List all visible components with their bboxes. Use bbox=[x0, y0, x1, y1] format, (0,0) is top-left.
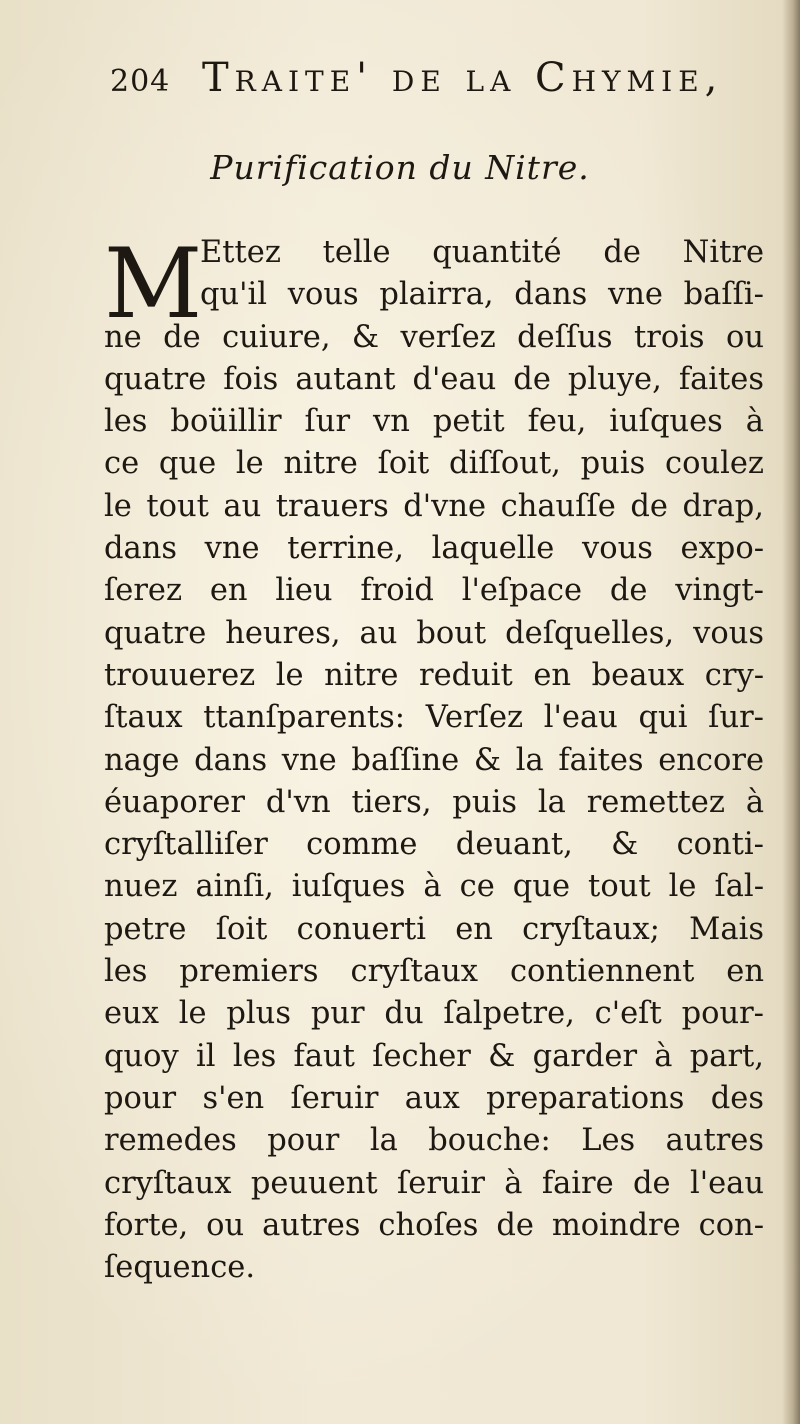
text-line: quoy il les faut ſecher & garder à part, bbox=[104, 1038, 764, 1074]
running-title: Traite' de la Chymie, bbox=[202, 55, 724, 101]
page-gutter-shadow bbox=[782, 0, 800, 1424]
section-title: Purification du Nitre. bbox=[210, 148, 590, 187]
text-line: les premiers cryſtaux contiennent en bbox=[104, 954, 764, 990]
text-line: qu'il vous plairra, dans vne baſſi- bbox=[200, 277, 764, 313]
text-line: petre ſoit conuerti en cryſtaux; Mais bbox=[104, 911, 764, 947]
text-line: dans vne terrine, laquelle vous expo- bbox=[104, 531, 764, 567]
text-line: les boüillir ſur vn petit feu, iuſques à bbox=[104, 404, 764, 440]
text-line: remedes pour la bouche: Les autres bbox=[104, 1123, 764, 1159]
text-line: ne de cuiure, & verſez deſſus trois ou bbox=[104, 319, 764, 355]
page-number: 204 bbox=[110, 64, 171, 99]
text-line: quatre fois autant d'eau de pluye, faites bbox=[104, 361, 764, 397]
text-line: eux le plus pur du ſalpetre, c'eſt pour- bbox=[104, 996, 764, 1032]
text-line: trouuerez le nitre reduit en beaux cry- bbox=[104, 657, 764, 693]
text-line: ce que le nitre ſoit diſſout, puis coulez bbox=[104, 446, 764, 482]
drop-cap: M bbox=[104, 228, 203, 340]
text-line: ſequence. bbox=[104, 1250, 256, 1286]
page-header bbox=[110, 55, 750, 105]
text-line: nuez ainſi, iuſques à ce que tout le ſal- bbox=[104, 869, 764, 905]
text-line: nage dans vne baſſine & la faites encore bbox=[104, 742, 764, 778]
text-line: ſerez en lieu froid l'eſpace de vingt- bbox=[104, 573, 764, 609]
text-line: quatre heures, au bout deſquelles, vous bbox=[104, 615, 764, 651]
text-line: forte, ou autres choſes de moindre con- bbox=[104, 1207, 764, 1243]
text-line: éuaporer d'vn tiers, puis la remettez à bbox=[104, 784, 764, 820]
text-line: Ettez telle quantité de Nitre bbox=[200, 235, 764, 270]
text-line: pour s'en ſeruir aux preparations des bbox=[104, 1080, 764, 1116]
text-line: cryſtalliſer comme deuant, & conti- bbox=[104, 827, 764, 863]
text-line: le tout au trauers d'vne chauſſe de drap, bbox=[104, 488, 764, 524]
body-text bbox=[104, 228, 764, 1289]
text-line: ſtaux ttanſparents: Verſez l'eau qui ſur- bbox=[104, 700, 764, 736]
text-line: cryſtaux peuuent ſeruir à faire de l'eau bbox=[104, 1165, 764, 1201]
